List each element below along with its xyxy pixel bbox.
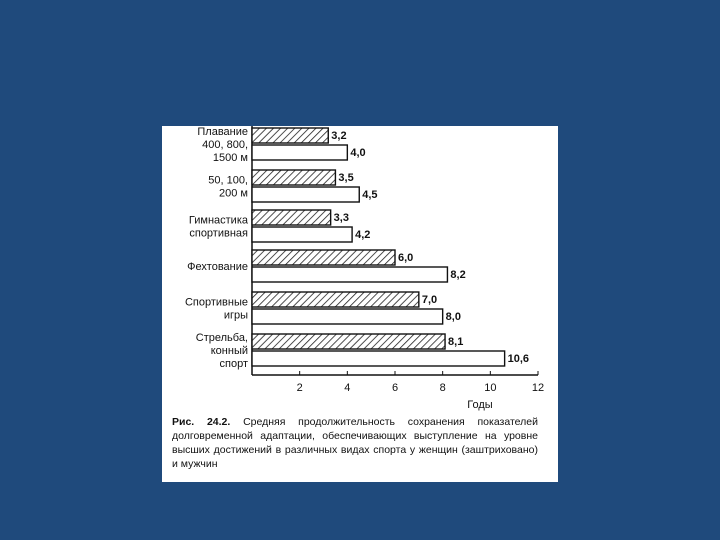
x-axis-title: Годы [467, 399, 493, 411]
bar-men-5 [252, 351, 505, 366]
bar-chart [162, 126, 558, 416]
bar-men-4 [252, 309, 443, 324]
value-label-women-0: 3,2 [331, 130, 347, 142]
value-label-men-5: 10,6 [507, 353, 530, 365]
category-label-1-0: 50, 100, [208, 174, 248, 187]
bar-women-5 [252, 334, 445, 349]
bar-men-0 [252, 145, 347, 160]
bar-men-3 [252, 267, 447, 282]
category-label-5-1: конный [210, 345, 248, 357]
value-label-women-5: 8,1 [448, 336, 464, 348]
category-label-2-1: спортивная [189, 227, 248, 240]
value-label-women-4: 7,0 [421, 294, 438, 306]
bar-men-1 [252, 187, 359, 202]
caption-lead: Рис. 24.2. [172, 416, 231, 428]
bar-women-3 [252, 250, 395, 265]
x-tick-label-0: 2 [296, 382, 303, 394]
bar-women-2 [252, 210, 331, 225]
value-label-women-3: 6,0 [398, 252, 414, 264]
category-label-5-0: Стрельба, [195, 332, 248, 344]
value-label-men-0: 4,0 [350, 147, 366, 159]
caption-text: Средняя продолжительность сохранения показателей долговременной адаптации, обеспечивающих выступление на уровне высших достижений в различных видах спорта у женщин (заштриховано) и мужчин [172, 416, 538, 470]
bar-women-0 [252, 128, 328, 143]
x-tick-label-1: 4 [344, 382, 351, 394]
category-label-0-1: 400, 800, [202, 139, 248, 151]
value-label-women-2: 3,3 [333, 212, 349, 224]
value-label-men-3: 8,2 [450, 269, 466, 281]
value-label-women-1: 3,5 [338, 172, 354, 184]
figure-caption [172, 415, 538, 471]
x-tick-label-3: 8 [439, 382, 446, 394]
category-label-3-0: Фехтование [187, 261, 248, 273]
figure-panel [162, 126, 558, 482]
x-tick-label-5: 12 [531, 382, 545, 394]
value-label-men-4: 8,0 [445, 311, 461, 323]
category-label-4-1: игры [223, 309, 248, 322]
bar-men-2 [252, 227, 352, 242]
category-label-0-2: 1500 м [212, 152, 248, 164]
category-label-4-0: Спортивные [184, 296, 248, 309]
x-tick-label-4: 10 [484, 382, 497, 394]
value-label-men-1: 4,5 [362, 189, 378, 201]
x-tick-label-2: 6 [391, 382, 399, 394]
bar-women-1 [252, 170, 335, 185]
category-label-1-1: 200 м [219, 187, 248, 200]
category-label-5-2: спорт [219, 358, 248, 370]
category-label-0-0: Плавание [197, 126, 248, 138]
value-label-men-2: 4,2 [355, 229, 371, 241]
category-label-2-0: Гимнастика [188, 214, 248, 227]
bar-women-4 [252, 292, 419, 307]
